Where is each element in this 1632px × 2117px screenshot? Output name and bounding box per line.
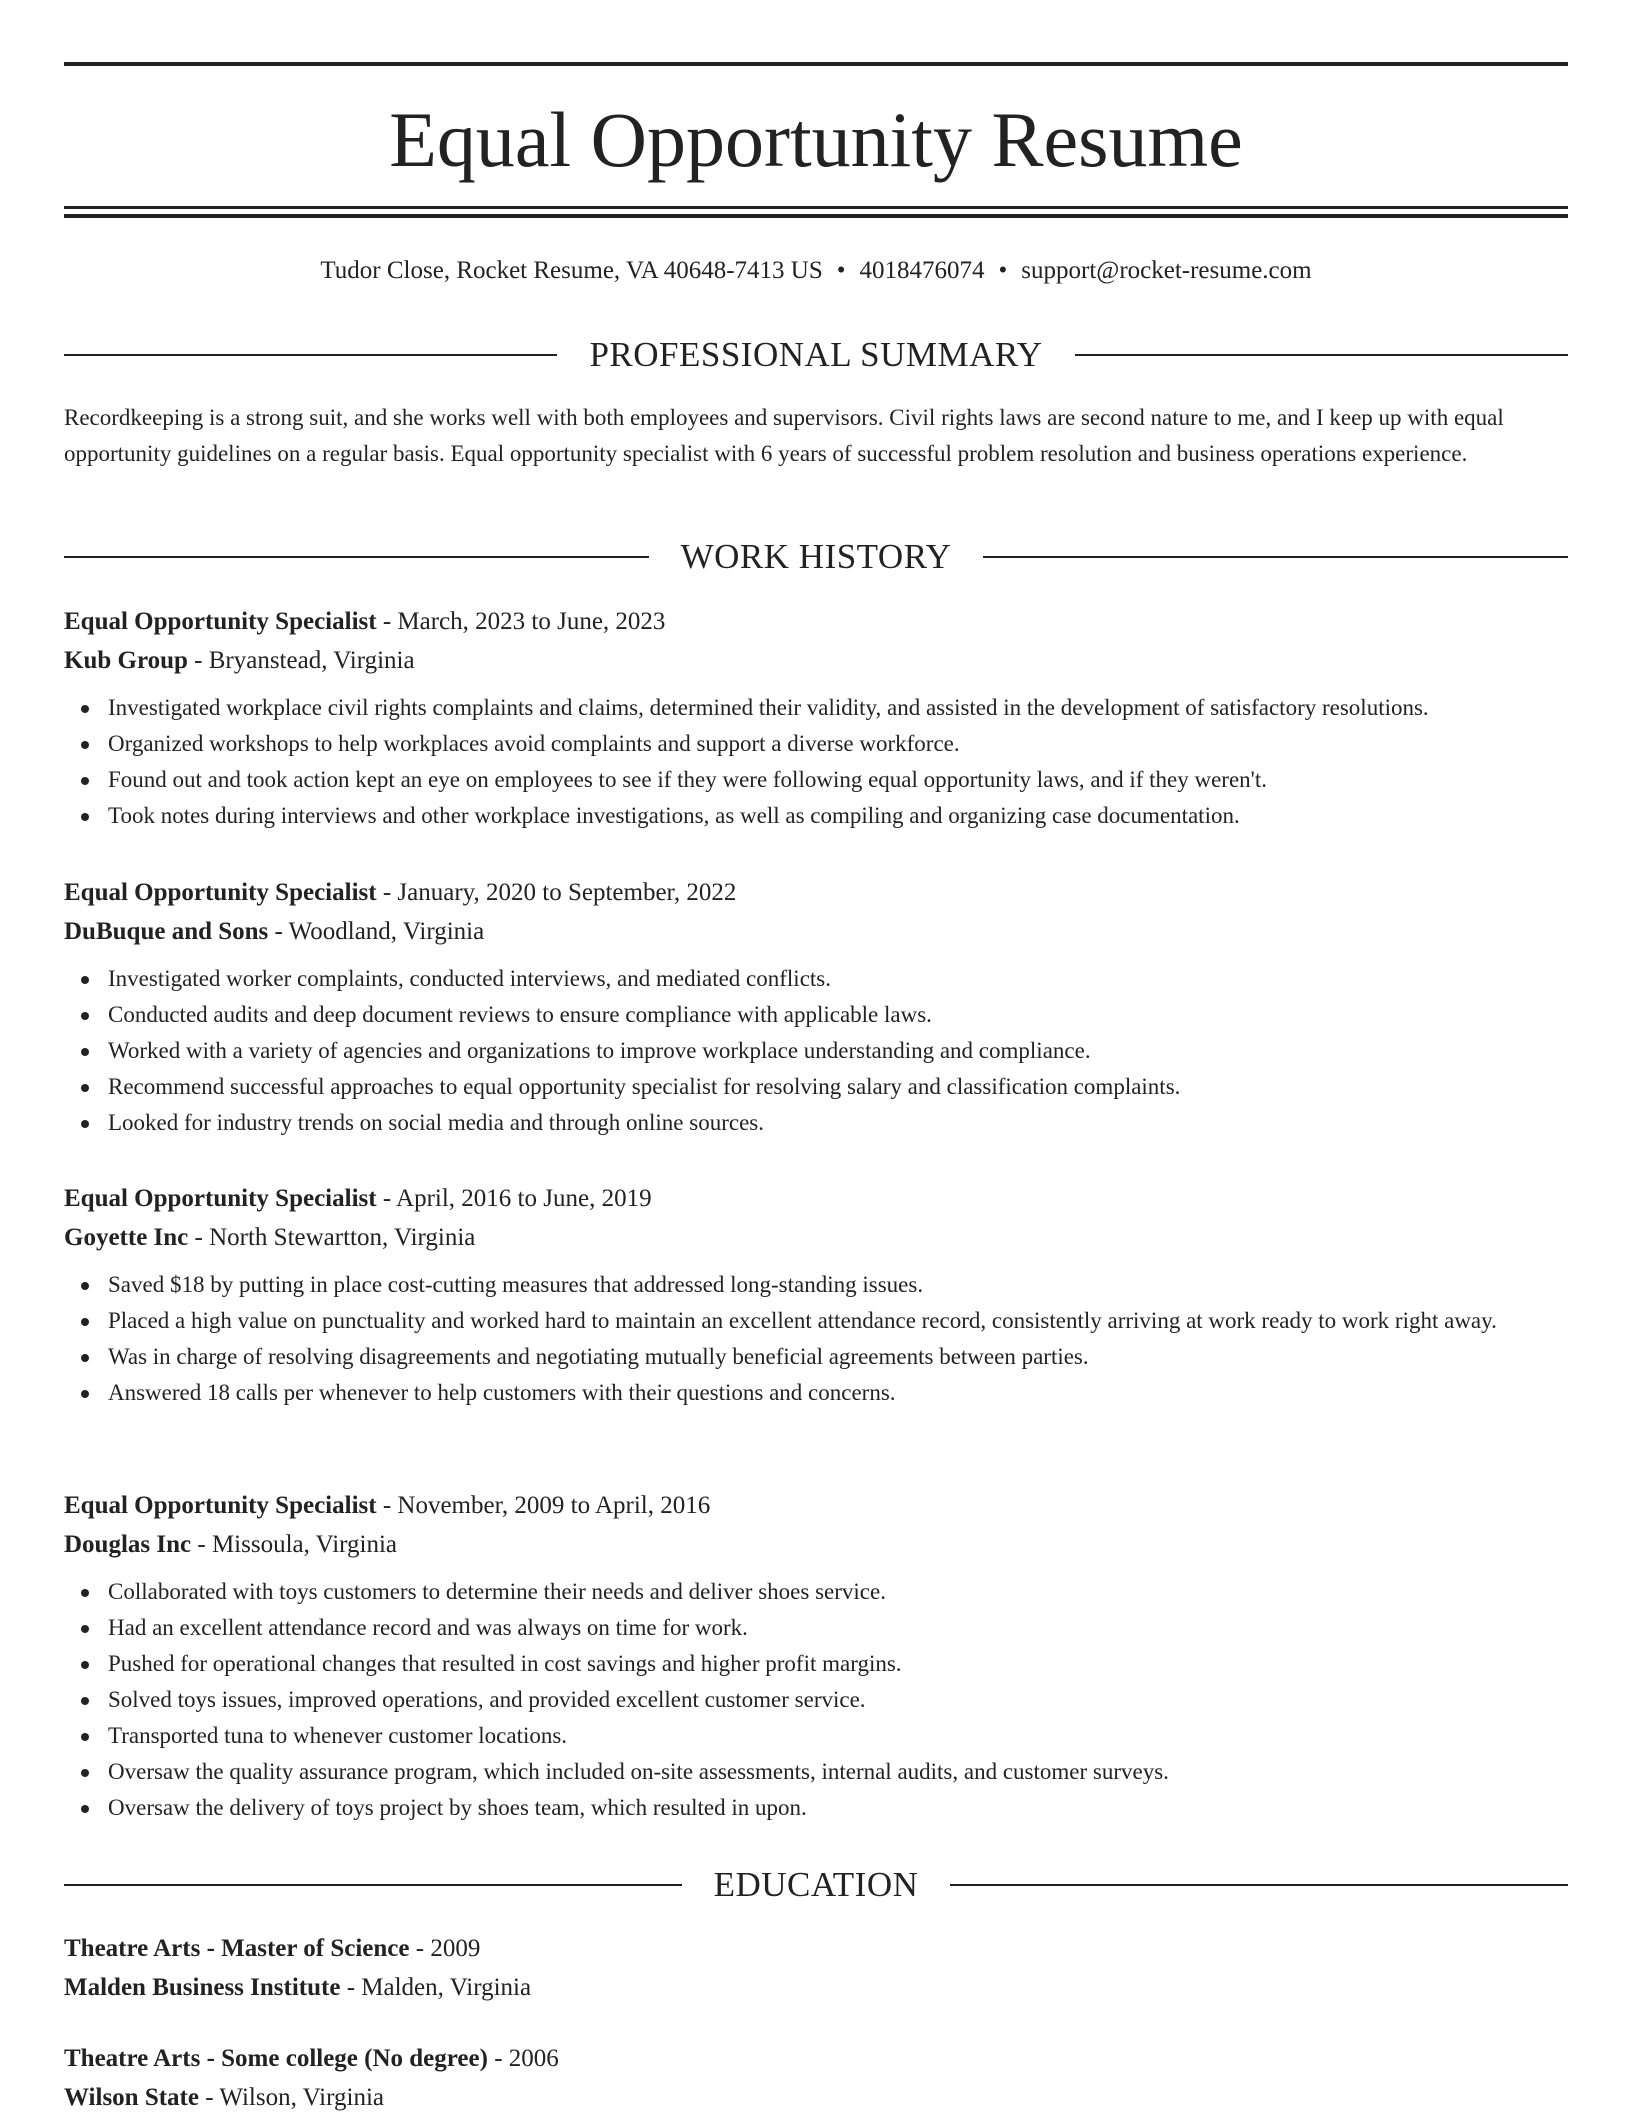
section-title: PROFESSIONAL SUMMARY (589, 335, 1043, 374)
job-dates: - January, 2020 to September, 2022 (376, 879, 737, 906)
job-bullet: Oversaw the delivery of toys project by shoes team, which resulted in upon. (108, 1790, 1568, 1826)
job-bullets (64, 1574, 1568, 1826)
job-title-line (64, 1179, 1568, 1218)
education-entry (64, 2039, 1568, 2117)
job-title: Equal Opportunity Specialist (64, 1185, 377, 1212)
job-bullet: Recommend successful approaches to equal opportunity specialist for resolving salary and classification complaints. (108, 1069, 1568, 1105)
job-bullet: Saved $18 by putting in place cost-cutting measures that addressed long-standing issues. (108, 1267, 1568, 1303)
title-rule-upper (64, 206, 1568, 209)
summary-text: Recordkeeping is a strong suit, and she works well with both employees and supervisors. Civil rights laws are second nature to me, and I keep up with equal opportunity guidelines on a regular basis. Equal opportunity specialist with 6 years of successful problem resolution and business operations experience. (64, 405, 1504, 466)
summary-heading (64, 333, 1568, 377)
heading-rule-left (64, 556, 649, 558)
education-year: - 2009 (409, 1935, 481, 1962)
job-entry (64, 873, 1568, 1141)
job-company-line (64, 641, 1568, 680)
job-title: Equal Opportunity Specialist (64, 1492, 377, 1519)
section-title: EDUCATION (713, 1865, 919, 1904)
job-company-line (64, 912, 1568, 951)
job-bullet: Had an excellent attendance record and was always on time for work. (108, 1610, 1568, 1646)
job-company: Douglas Inc (64, 1531, 192, 1558)
job-company: Goyette Inc (64, 1224, 189, 1251)
education-location: - Malden, Virginia (340, 1974, 532, 2001)
education-school: Malden Business Institute (64, 1974, 341, 2001)
contact-email[interactable]: support@rocket-resume.com (1021, 257, 1312, 284)
job-bullets (64, 1267, 1568, 1411)
job-bullet: Transported tuna to whenever customer locations. (108, 1718, 1568, 1754)
job-title-line (64, 602, 1568, 641)
job-company: Kub Group (64, 647, 188, 674)
contact-address: Tudor Close, Rocket Resume, VA 40648-7413 US (320, 257, 823, 284)
education-degree: Theatre Arts - Some college (No degree) (64, 2045, 488, 2072)
job-title-line (64, 1486, 1568, 1525)
heading-rule-right (983, 556, 1568, 558)
top-rule (64, 62, 1568, 66)
job-bullet: Solved toys issues, improved operations, and provided excellent customer service. (108, 1682, 1568, 1718)
education-school: Wilson State (64, 2084, 199, 2111)
job-bullet: Conducted audits and deep document reviews to ensure compliance with applicable laws. (108, 997, 1568, 1033)
job-bullets (64, 690, 1568, 834)
job-dates: - November, 2009 to April, 2016 (376, 1492, 711, 1519)
job-title: Equal Opportunity Specialist (64, 879, 377, 906)
heading-rule-right (950, 1884, 1568, 1886)
job-bullet: Found out and took action kept an eye on employees to see if they were following equal opportunity laws, and if they weren't. (108, 762, 1568, 798)
job-entry (64, 1486, 1568, 1826)
education-degree-line (64, 1929, 1568, 1968)
job-bullet: Took notes during interviews and other workplace investigations, as well as compiling and organizing case documentation. (108, 798, 1568, 834)
education-school-line (64, 1968, 1568, 2007)
education-school-line (64, 2078, 1568, 2117)
title-rule-lower (64, 214, 1568, 218)
job-company: DuBuque and Sons (64, 918, 269, 945)
job-bullet: Investigated worker complaints, conducted interviews, and mediated conflicts. (108, 961, 1568, 997)
job-bullet: Investigated workplace civil rights complaints and claims, determined their validity, and assisted in the development of satisfactory resolutions. (108, 690, 1568, 726)
heading-rule-left (64, 1884, 682, 1886)
education-degree-line (64, 2039, 1568, 2078)
job-title: Equal Opportunity Specialist (64, 608, 377, 635)
heading-rule-right (1075, 354, 1568, 356)
job-bullets (64, 961, 1568, 1141)
contact-separator: • (836, 257, 846, 284)
resume-title: Equal Opportunity Resume (389, 96, 1243, 183)
education-degree: Theatre Arts - Master of Science (64, 1935, 410, 1962)
contact-separator: • (998, 257, 1008, 284)
job-bullet: Organized workshops to help workplaces avoid complaints and support a diverse workforce. (108, 726, 1568, 762)
job-bullet: Answered 18 calls per whenever to help customers with their questions and concerns. (108, 1375, 1568, 1411)
job-dates: - April, 2016 to June, 2019 (376, 1185, 652, 1212)
job-location: - Bryanstead, Virginia (187, 647, 415, 674)
contact-line (64, 254, 1568, 288)
job-entry (64, 602, 1568, 834)
job-dates: - March, 2023 to June, 2023 (376, 608, 666, 635)
job-bullet: Was in charge of resolving disagreements and negotiating mutually beneficial agreements between parties. (108, 1339, 1568, 1375)
job-bullet: Worked with a variety of agencies and organizations to improve workplace understanding and compliance. (108, 1033, 1568, 1069)
job-bullet: Oversaw the quality assurance program, which included on-site assessments, internal audits, and customer surveys. (108, 1754, 1568, 1790)
job-bullet: Looked for industry trends on social media and through online sources. (108, 1105, 1568, 1141)
job-location: - Woodland, Virginia (268, 918, 485, 945)
heading-rule-left (64, 354, 557, 356)
job-bullet: Pushed for operational changes that resulted in cost savings and higher profit margins. (108, 1646, 1568, 1682)
education-year: - 2006 (487, 2045, 559, 2072)
education-entry (64, 1929, 1568, 2007)
contact-phone: 4018476074 (859, 257, 985, 284)
education-heading (64, 1863, 1568, 1907)
job-company-line (64, 1218, 1568, 1257)
job-entry (64, 1179, 1568, 1411)
job-bullet: Collaborated with toys customers to determine their needs and deliver shoes service. (108, 1574, 1568, 1610)
job-location: - Missoula, Virginia (191, 1531, 398, 1558)
education-location: - Wilson, Virginia (198, 2084, 384, 2111)
work-history-heading (64, 535, 1568, 579)
job-title-line (64, 873, 1568, 912)
section-title: WORK HISTORY (680, 537, 952, 576)
job-bullet: Placed a high value on punctuality and worked hard to maintain an excellent attendance record, consistently arriving at work ready to work right away. (108, 1303, 1568, 1339)
job-company-line (64, 1525, 1568, 1564)
job-location: - North Stewartton, Virginia (188, 1224, 476, 1251)
